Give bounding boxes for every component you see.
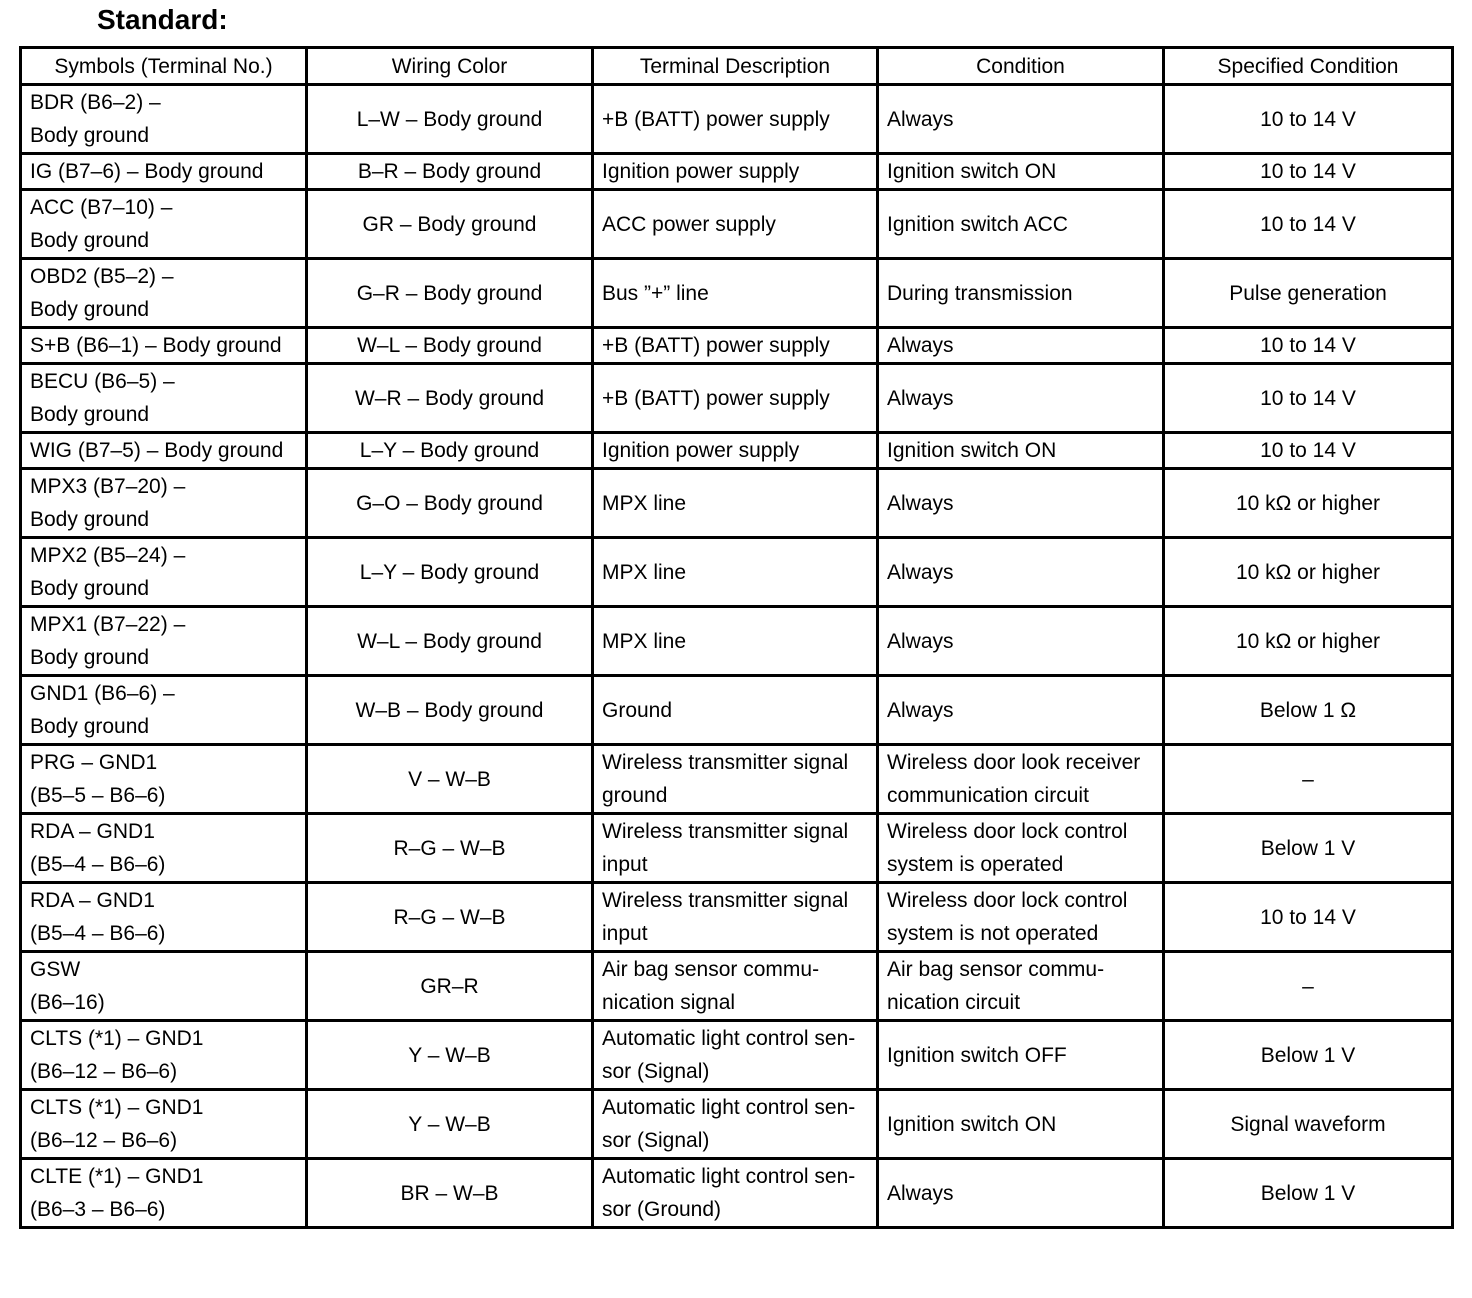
table-row xyxy=(21,328,1453,364)
column-header-condition: Condition xyxy=(878,48,1164,85)
condition-cell: Always xyxy=(878,538,1164,607)
description-cell: Ignition power supply xyxy=(593,433,878,469)
symbol-cell: CLTS (*1) – GND1 (B6–12 – B6–6) xyxy=(21,1090,307,1159)
description-cell: Air bag sensor commu- nication signal xyxy=(593,952,878,1021)
symbol-cell: RDA – GND1 (B5–4 – B6–6) xyxy=(21,883,307,952)
table-row xyxy=(21,1021,1453,1090)
description-cell: MPX line xyxy=(593,607,878,676)
column-header-symbols: Symbols (Terminal No.) xyxy=(21,48,307,85)
table-row xyxy=(21,883,1453,952)
symbol-cell: ACC (B7–10) – Body ground xyxy=(21,190,307,259)
symbol-cell: GND1 (B6–6) – Body ground xyxy=(21,676,307,745)
condition-cell: Ignition switch ON xyxy=(878,1090,1164,1159)
wiring-color-cell: W–R – Body ground xyxy=(307,364,593,433)
table-row xyxy=(21,364,1453,433)
terminal-spec-table xyxy=(19,46,1454,1229)
condition-cell: During transmission xyxy=(878,259,1164,328)
condition-cell: Wireless door lock control system is operated xyxy=(878,814,1164,883)
specified-condition-cell: – xyxy=(1164,952,1453,1021)
table-row xyxy=(21,607,1453,676)
description-cell: Wireless transmitter signal ground xyxy=(593,745,878,814)
wiring-color-cell: W–B – Body ground xyxy=(307,676,593,745)
table-row xyxy=(21,1090,1453,1159)
description-cell: Ground xyxy=(593,676,878,745)
description-cell: MPX line xyxy=(593,538,878,607)
specified-condition-cell: 10 to 14 V xyxy=(1164,364,1453,433)
condition-cell: Ignition switch ON xyxy=(878,154,1164,190)
table-row xyxy=(21,538,1453,607)
specified-condition-cell: 10 to 14 V xyxy=(1164,433,1453,469)
condition-cell: Always xyxy=(878,607,1164,676)
specified-condition-cell: 10 to 14 V xyxy=(1164,85,1453,154)
specified-condition-cell: 10 to 14 V xyxy=(1164,154,1453,190)
description-cell: +B (BATT) power supply xyxy=(593,328,878,364)
specified-condition-cell: 10 kΩ or higher xyxy=(1164,538,1453,607)
specified-condition-cell: – xyxy=(1164,745,1453,814)
column-header-terminal-description: Terminal Description xyxy=(593,48,878,85)
table-row xyxy=(21,259,1453,328)
column-header-wiring-color: Wiring Color xyxy=(307,48,593,85)
specified-condition-cell: Below 1 V xyxy=(1164,1021,1453,1090)
specified-condition-cell: Below 1 V xyxy=(1164,814,1453,883)
wiring-color-cell: R–G – W–B xyxy=(307,883,593,952)
condition-cell: Ignition switch ACC xyxy=(878,190,1164,259)
specified-condition-cell: 10 kΩ or higher xyxy=(1164,469,1453,538)
wiring-color-cell: G–O – Body ground xyxy=(307,469,593,538)
table-header-row xyxy=(21,48,1453,85)
condition-cell: Wireless door lock control system is not operated xyxy=(878,883,1164,952)
symbol-cell: S+B (B6–1) – Body ground xyxy=(21,328,307,364)
description-cell: Wireless transmitter signal input xyxy=(593,814,878,883)
table-row xyxy=(21,814,1453,883)
condition-cell: Always xyxy=(878,364,1164,433)
description-cell: Automatic light control sen- sor (Signal) xyxy=(593,1021,878,1090)
wiring-color-cell: BR – W–B xyxy=(307,1159,593,1228)
page-heading: Standard: xyxy=(97,4,228,35)
description-cell: +B (BATT) power supply xyxy=(593,364,878,433)
wiring-color-cell: V – W–B xyxy=(307,745,593,814)
symbol-cell: CLTE (*1) – GND1 (B6–3 – B6–6) xyxy=(21,1159,307,1228)
description-cell: Ignition power supply xyxy=(593,154,878,190)
description-cell: Automatic light control sen- sor (Ground) xyxy=(593,1159,878,1228)
specified-condition-cell: Signal waveform xyxy=(1164,1090,1453,1159)
symbol-cell: MPX3 (B7–20) – Body ground xyxy=(21,469,307,538)
wiring-color-cell: L–Y – Body ground xyxy=(307,433,593,469)
symbol-cell: MPX2 (B5–24) – Body ground xyxy=(21,538,307,607)
specified-condition-cell: 10 kΩ or higher xyxy=(1164,607,1453,676)
wiring-color-cell: Y – W–B xyxy=(307,1090,593,1159)
wiring-color-cell: Y – W–B xyxy=(307,1021,593,1090)
description-cell: ACC power supply xyxy=(593,190,878,259)
specified-condition-cell: 10 to 14 V xyxy=(1164,883,1453,952)
description-cell: +B (BATT) power supply xyxy=(593,85,878,154)
symbol-cell: PRG – GND1 (B5–5 – B6–6) xyxy=(21,745,307,814)
symbol-cell: BECU (B6–5) – Body ground xyxy=(21,364,307,433)
column-header-specified-condition: Specified Condition xyxy=(1164,48,1453,85)
condition-cell: Always xyxy=(878,469,1164,538)
wiring-color-cell: GR – Body ground xyxy=(307,190,593,259)
table-row xyxy=(21,469,1453,538)
description-cell: Automatic light control sen- sor (Signal) xyxy=(593,1090,878,1159)
table-row xyxy=(21,85,1453,154)
symbol-cell: BDR (B6–2) – Body ground xyxy=(21,85,307,154)
wiring-color-cell: L–W – Body ground xyxy=(307,85,593,154)
table-row xyxy=(21,190,1453,259)
condition-cell: Always xyxy=(878,676,1164,745)
specified-condition-cell: Below 1 Ω xyxy=(1164,676,1453,745)
symbol-cell: WIG (B7–5) – Body ground xyxy=(21,433,307,469)
condition-cell: Air bag sensor commu- nication circuit xyxy=(878,952,1164,1021)
condition-cell: Wireless door look receiver communication circuit xyxy=(878,745,1164,814)
symbol-cell: IG (B7–6) – Body ground xyxy=(21,154,307,190)
symbol-cell: CLTS (*1) – GND1 (B6–12 – B6–6) xyxy=(21,1021,307,1090)
wiring-color-cell: GR–R xyxy=(307,952,593,1021)
table-row xyxy=(21,1159,1453,1228)
wiring-color-cell: G–R – Body ground xyxy=(307,259,593,328)
symbol-cell: OBD2 (B5–2) – Body ground xyxy=(21,259,307,328)
table-row xyxy=(21,952,1453,1021)
wiring-color-cell: W–L – Body ground xyxy=(307,328,593,364)
condition-cell: Always xyxy=(878,1159,1164,1228)
condition-cell: Ignition switch ON xyxy=(878,433,1164,469)
symbol-cell: RDA – GND1 (B5–4 – B6–6) xyxy=(21,814,307,883)
specified-condition-cell: Below 1 V xyxy=(1164,1159,1453,1228)
table-row xyxy=(21,745,1453,814)
symbol-cell: MPX1 (B7–22) – Body ground xyxy=(21,607,307,676)
wiring-color-cell: L–Y – Body ground xyxy=(307,538,593,607)
symbol-cell: GSW (B6–16) xyxy=(21,952,307,1021)
condition-cell: Always xyxy=(878,328,1164,364)
description-cell: MPX line xyxy=(593,469,878,538)
condition-cell: Always xyxy=(878,85,1164,154)
description-cell: Wireless transmitter signal input xyxy=(593,883,878,952)
wiring-color-cell: R–G – W–B xyxy=(307,814,593,883)
specified-condition-cell: 10 to 14 V xyxy=(1164,328,1453,364)
wiring-color-cell: W–L – Body ground xyxy=(307,607,593,676)
table-row xyxy=(21,154,1453,190)
table-row xyxy=(21,676,1453,745)
table-row xyxy=(21,433,1453,469)
specified-condition-cell: 10 to 14 V xyxy=(1164,190,1453,259)
condition-cell: Ignition switch OFF xyxy=(878,1021,1164,1090)
description-cell: Bus ”+” line xyxy=(593,259,878,328)
wiring-color-cell: B–R – Body ground xyxy=(307,154,593,190)
specified-condition-cell: Pulse generation xyxy=(1164,259,1453,328)
